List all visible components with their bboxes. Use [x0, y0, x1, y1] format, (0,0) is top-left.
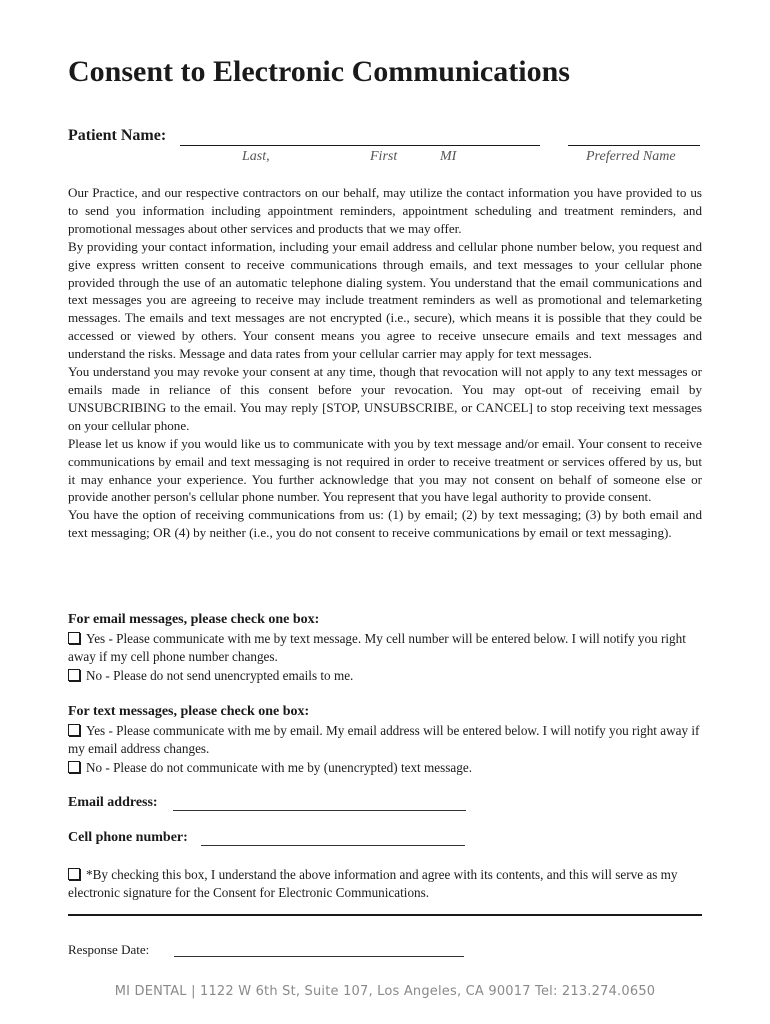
- cell-phone-row: [68, 830, 488, 850]
- text-yes-checkbox[interactable]: [68, 724, 80, 736]
- text-no-checkbox[interactable]: [68, 761, 80, 773]
- response-date-label: Response Date:: [68, 942, 150, 957]
- email-address-row: [68, 795, 488, 815]
- email-no-label: No - Please do not send unencrypted emails to me.: [86, 668, 354, 683]
- email-yes-checkbox[interactable]: [68, 632, 80, 644]
- text-no-label: No - Please do not communicate with me by (unencrypted) text message.: [86, 760, 472, 775]
- patient-name-row: [68, 127, 708, 149]
- cell-phone-label: Cell phone number:: [68, 830, 188, 845]
- consent-paragraph: You understand you may revoke your consent at any time, though that revocation will not apply to any text messages or emails made in reliance of this consent before your revocation. You may opt-out of receiving email by UNSUBCRIBING to the email. You may reply [STOP, UNSUBSCRIBE, or CANCEL] to stop receiving text messages on your cellular phone.: [68, 364, 702, 433]
- first-name-caption: First: [370, 149, 398, 164]
- preferred-name-caption: Preferred Name: [586, 149, 676, 164]
- section-divider: [68, 914, 702, 916]
- last-name-caption: Last,: [242, 149, 270, 164]
- page-title: Consent to Electronic Communications: [68, 55, 570, 88]
- email-no-checkbox[interactable]: [68, 669, 80, 681]
- signature-option: [68, 866, 702, 902]
- response-date-row: [68, 942, 468, 962]
- text-section-heading: For text messages, please check one box:: [68, 704, 310, 719]
- response-date-field[interactable]: [174, 956, 464, 957]
- consent-paragraph: Our Practice, and our respective contractors on our behalf, may utilize the contact information you have provided to us to send you information including appointment reminders, appointment scheduling and treatment reminders, and promotional messages about other services and products that we may offer.: [68, 185, 702, 236]
- consent-paragraph: By providing your contact information, including your email address and cellular phone number below, you request and give express written consent to receive communications through emails, and text messages to your cellular phone provided through the use of an automatic telephone dialing system. You understand that the email communications and text messages you are agreeing to receive may include treatment reminders as well as promotional and telemarketing messages. The emails and text messages are not encrypted (i.e., secure), which means it is possible that they could be accessed or viewed by others. Your consent means you agree to receive unsecure emails and text messages and understand the risks. Message and data rates from your cellular carrier may apply for text messages.: [68, 238, 702, 362]
- patient-name-label: Patient Name:: [68, 127, 167, 144]
- signature-checkbox[interactable]: [68, 868, 80, 880]
- email-no-option: [68, 667, 702, 685]
- text-no-option: [68, 759, 702, 777]
- consent-body: [68, 184, 702, 542]
- cell-phone-field[interactable]: [201, 845, 465, 846]
- text-yes-option: [68, 722, 702, 758]
- mi-caption: MI: [440, 149, 457, 164]
- email-address-label: Email address:: [68, 795, 158, 810]
- email-address-field[interactable]: [173, 810, 466, 811]
- email-yes-option: [68, 630, 702, 666]
- preferred-name-field[interactable]: [568, 129, 700, 146]
- text-yes-label: Yes - Please communicate with me by email. My email address will be entered below. I will notify you right away if my email address changes.: [68, 723, 700, 757]
- footer-contact: MI DENTAL | 1122 W 6th St, Suite 107, Los Angeles, CA 90017 Tel: 213.274.0650: [114, 984, 656, 999]
- signature-label: *By checking this box, I understand the above information and agree with its contents, and this will serve as my electronic signature for the Consent for Electronic Communications.: [68, 867, 678, 901]
- consent-paragraph: You have the option of receiving communications from us: (1) by email; (2) by text messaging; (3) by both email and text messaging; OR (4) by neither (i.e., you do not consent to receive communications by email or text messaging).: [68, 507, 702, 541]
- consent-paragraph: Please let us know if you would like us to communicate with you by text message and/or email. Your consent to receive communications by email and text messaging is not required in order to receive treatment or services offered by us, but it may enhance your experience. You further acknowledge that you may not consent on behalf of someone else or provide another person's cellular phone number. You represent that you have legal authority to provide consent.: [68, 435, 702, 505]
- email-yes-label: Yes - Please communicate with me by text message. My cell number will be entered below. I will notify you right away if my cell phone number changes.: [68, 631, 686, 665]
- email-section-heading: For email messages, please check one box:: [68, 612, 320, 627]
- patient-name-field[interactable]: [180, 129, 540, 146]
